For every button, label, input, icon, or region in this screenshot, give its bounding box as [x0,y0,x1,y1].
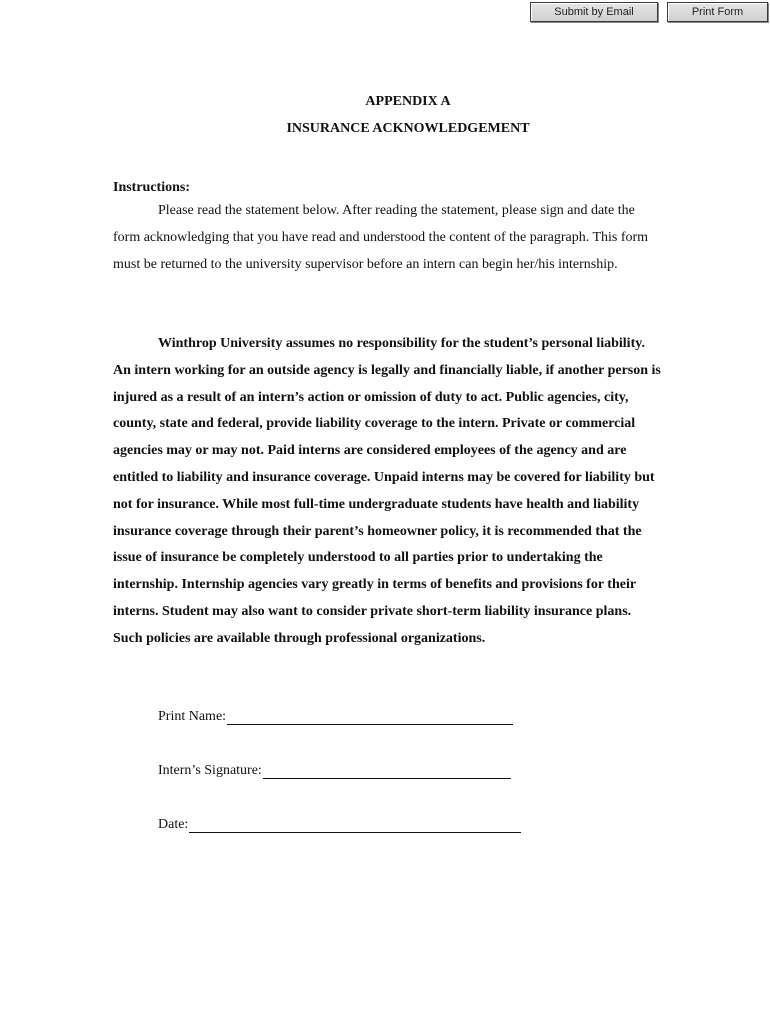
appendix-title: APPENDIX A [365,94,451,109]
instructions-heading: Instructions: [113,180,191,195]
liability-statement: Winthrop University assumes no responsibility for the student’s personal liability. An intern working for an outside agency is legally and financially liable, if another person is injured as a result of an intern’s action or omission of duty to act. Public agencies, city, county, state and federal, provide liability coverage to the intern. Private or commercial agencies may or may not. Paid interns are considered employees of the agency and are entitled to liability and insurance coverage. Unpaid interns may be covered for liability but not for insurance. While most full-time undergraduate students have health and liability insurance coverage through their parent’s homeowner policy, it is recommended that the issue of insurance be completely understood to all parties prior to undertaking the internship. Internship agencies vary greatly in terms of benefits and provisions for their interns. Student may also want to consider private short-term liability insurance plans. Such policies are available through professional organizations. [113,336,661,646]
form-title: INSURANCE ACKNOWLEDGEMENT [286,121,530,136]
signature-label: Intern’s Signature: [158,763,262,778]
signature-field [158,762,511,779]
submit-by-email-button[interactable]: Submit by Email [530,2,658,22]
date-label: Date: [158,817,189,832]
print-name-input[interactable] [227,708,513,725]
instructions-paragraph: Please read the statement below. After reading the statement, please sign and date the form acknowledging that you have read and understood the content of the paragraph. This form must be returned to the university supervisor before an intern can begin her/his internship. [113,203,649,272]
print-form-button[interactable]: Print Form [667,2,768,22]
print-name-field [158,708,513,725]
date-input[interactable] [189,816,521,833]
print-name-label: Print Name: [158,709,227,724]
signature-input[interactable] [263,762,511,779]
date-field [158,816,521,833]
